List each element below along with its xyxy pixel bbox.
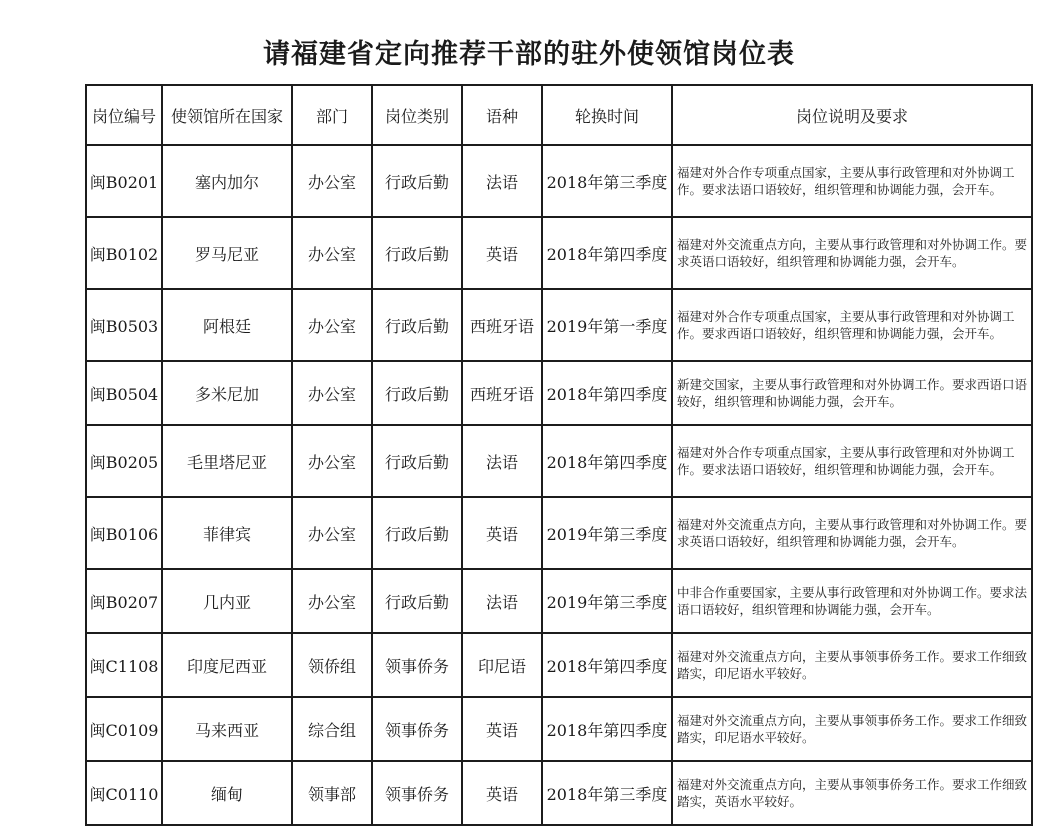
cell-post-id: 闽B0504 bbox=[86, 361, 162, 425]
cell-post-id: 闽B0205 bbox=[86, 425, 162, 497]
cell-post-id: 闽C0109 bbox=[86, 697, 162, 761]
cell-category: 行政后勤 bbox=[372, 425, 462, 497]
table-row bbox=[86, 289, 1032, 361]
cell-rotation: 2018年第三季度 bbox=[542, 761, 672, 825]
cell-category: 行政后勤 bbox=[372, 569, 462, 633]
table-row bbox=[86, 569, 1032, 633]
cell-category: 领事侨务 bbox=[372, 761, 462, 825]
cell-country: 几内亚 bbox=[162, 569, 292, 633]
cell-country: 罗马尼亚 bbox=[162, 217, 292, 289]
table-row bbox=[86, 145, 1032, 217]
cell-country: 毛里塔尼亚 bbox=[162, 425, 292, 497]
cell-department: 办公室 bbox=[292, 497, 372, 569]
table-row bbox=[86, 633, 1032, 697]
cell-country: 塞内加尔 bbox=[162, 145, 292, 217]
cell-description: 福建对外交流重点方向，主要从事领事侨务工作。要求工作细致踏实，英语水平较好。 bbox=[672, 761, 1032, 825]
cell-rotation: 2019年第一季度 bbox=[542, 289, 672, 361]
cell-category: 行政后勤 bbox=[372, 145, 462, 217]
cell-description: 福建对外合作专项重点国家，主要从事行政管理和对外协调工作。要求法语口语较好，组织管理和协调能力强，会开车。 bbox=[672, 145, 1032, 217]
cell-department: 办公室 bbox=[292, 425, 372, 497]
table-row bbox=[86, 361, 1032, 425]
cell-rotation: 2018年第四季度 bbox=[542, 697, 672, 761]
page-title: 请福建省定向推荐干部的驻外使领馆岗位表 bbox=[263, 39, 795, 70]
cell-language: 法语 bbox=[462, 425, 542, 497]
table-row bbox=[86, 425, 1032, 497]
cell-post-id: 闽C1108 bbox=[86, 633, 162, 697]
cell-department: 综合组 bbox=[292, 697, 372, 761]
header-rotation: 轮换时间 bbox=[542, 85, 672, 145]
cell-description: 福建对外交流重点方向，主要从事行政管理和对外协调工作。要求英语口语较好，组织管理和协调能力强，会开车。 bbox=[672, 217, 1032, 289]
table-row bbox=[86, 761, 1032, 825]
cell-country: 菲律宾 bbox=[162, 497, 292, 569]
cell-language: 英语 bbox=[462, 697, 542, 761]
cell-description: 福建对外交流重点方向，主要从事行政管理和对外协调工作。要求英语口语较好，组织管理和协调能力强，会开车。 bbox=[672, 497, 1032, 569]
cell-country: 印度尼西亚 bbox=[162, 633, 292, 697]
cell-rotation: 2018年第四季度 bbox=[542, 361, 672, 425]
cell-department: 办公室 bbox=[292, 361, 372, 425]
cell-department: 领侨组 bbox=[292, 633, 372, 697]
table-row bbox=[86, 697, 1032, 761]
header-category: 岗位类别 bbox=[372, 85, 462, 145]
cell-category: 行政后勤 bbox=[372, 361, 462, 425]
cell-language: 英语 bbox=[462, 761, 542, 825]
cell-language: 法语 bbox=[462, 569, 542, 633]
cell-language: 英语 bbox=[462, 497, 542, 569]
cell-post-id: 闽B0503 bbox=[86, 289, 162, 361]
cell-post-id: 闽B0102 bbox=[86, 217, 162, 289]
cell-language: 英语 bbox=[462, 217, 542, 289]
cell-language: 印尼语 bbox=[462, 633, 542, 697]
table-header-row bbox=[86, 85, 1032, 145]
cell-language: 西班牙语 bbox=[462, 361, 542, 425]
cell-rotation: 2018年第四季度 bbox=[542, 633, 672, 697]
cell-country: 阿根廷 bbox=[162, 289, 292, 361]
cell-department: 办公室 bbox=[292, 217, 372, 289]
cell-rotation: 2018年第四季度 bbox=[542, 425, 672, 497]
cell-country: 缅甸 bbox=[162, 761, 292, 825]
cell-category: 领事侨务 bbox=[372, 697, 462, 761]
cell-department: 办公室 bbox=[292, 289, 372, 361]
cell-rotation: 2019年第三季度 bbox=[542, 569, 672, 633]
cell-category: 行政后勤 bbox=[372, 289, 462, 361]
table-row bbox=[86, 497, 1032, 569]
cell-post-id: 闽C0110 bbox=[86, 761, 162, 825]
header-language: 语种 bbox=[462, 85, 542, 145]
cell-category: 领事侨务 bbox=[372, 633, 462, 697]
cell-language: 法语 bbox=[462, 145, 542, 217]
cell-description: 福建对外交流重点方向，主要从事领事侨务工作。要求工作细致踏实，印尼语水平较好。 bbox=[672, 633, 1032, 697]
cell-description: 中非合作重要国家，主要从事行政管理和对外协调工作。要求法语口语较好，组织管理和协调能力强，会开车。 bbox=[672, 569, 1032, 633]
cell-category: 行政后勤 bbox=[372, 497, 462, 569]
cell-language: 西班牙语 bbox=[462, 289, 542, 361]
posts-table bbox=[85, 84, 1033, 826]
cell-description: 福建对外交流重点方向，主要从事领事侨务工作。要求工作细致踏实，印尼语水平较好。 bbox=[672, 697, 1032, 761]
cell-category: 行政后勤 bbox=[372, 217, 462, 289]
cell-description: 福建对外合作专项重点国家，主要从事行政管理和对外协调工作。要求法语口语较好，组织管理和协调能力强，会开车。 bbox=[672, 425, 1032, 497]
header-description: 岗位说明及要求 bbox=[672, 85, 1032, 145]
header-department: 部门 bbox=[292, 85, 372, 145]
cell-post-id: 闽B0201 bbox=[86, 145, 162, 217]
cell-post-id: 闽B0207 bbox=[86, 569, 162, 633]
cell-rotation: 2019年第三季度 bbox=[542, 497, 672, 569]
table-row bbox=[86, 217, 1032, 289]
cell-country: 多米尼加 bbox=[162, 361, 292, 425]
header-country: 使领馆所在国家 bbox=[162, 85, 292, 145]
cell-department: 办公室 bbox=[292, 569, 372, 633]
cell-rotation: 2018年第三季度 bbox=[542, 145, 672, 217]
cell-description: 新建交国家，主要从事行政管理和对外协调工作。要求西语口语较好，组织管理和协调能力强，会开车。 bbox=[672, 361, 1032, 425]
cell-description: 福建对外合作专项重点国家，主要从事行政管理和对外协调工作。要求西语口语较好，组织管理和协调能力强，会开车。 bbox=[672, 289, 1032, 361]
cell-rotation: 2018年第四季度 bbox=[542, 217, 672, 289]
cell-department: 领事部 bbox=[292, 761, 372, 825]
cell-department: 办公室 bbox=[292, 145, 372, 217]
cell-post-id: 闽B0106 bbox=[86, 497, 162, 569]
cell-country: 马来西亚 bbox=[162, 697, 292, 761]
header-post-id: 岗位编号 bbox=[86, 85, 162, 145]
